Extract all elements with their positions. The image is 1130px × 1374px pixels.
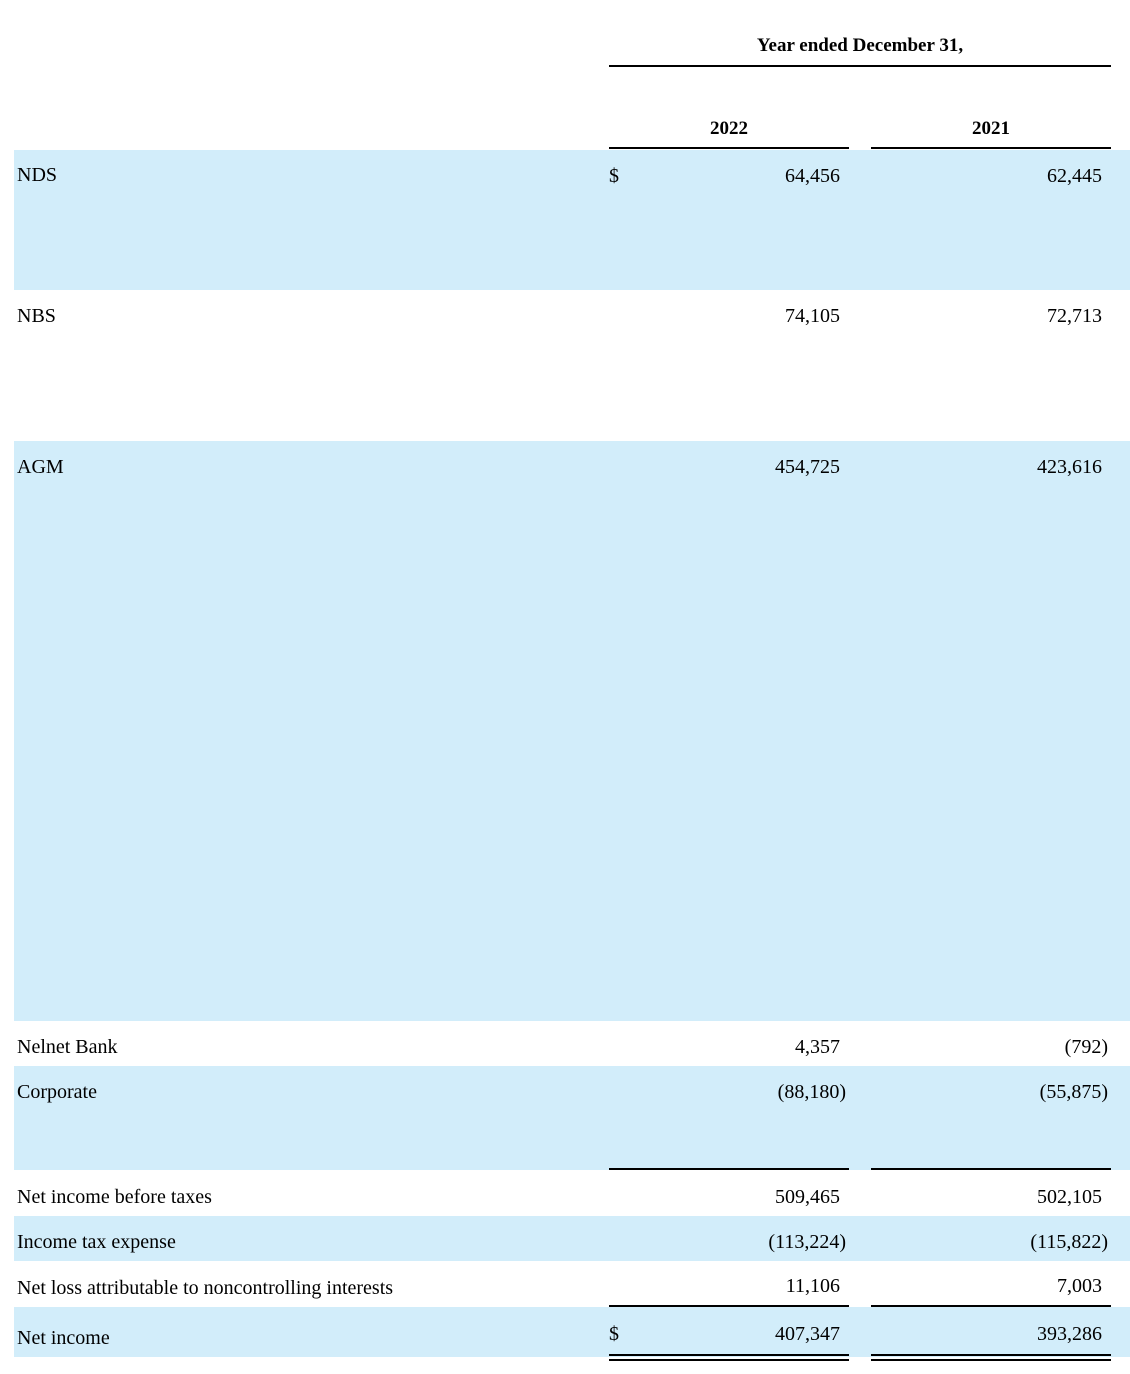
currency-symbol-nds: $ <box>609 165 619 187</box>
row-label-corporate: Corporate <box>17 1081 97 1103</box>
row-label-net-income: Net income <box>17 1327 110 1349</box>
column-header-rule-2021 <box>871 147 1111 149</box>
row-band-agm <box>14 441 1130 1021</box>
group-header: Year ended December 31, <box>756 35 964 56</box>
total-rule-2022 <box>609 1305 849 1307</box>
column-header-rule-2022 <box>609 147 849 149</box>
row-label-income-tax-expense: Income tax expense <box>17 1231 176 1253</box>
value-2021-income-tax-expense: (115,822) <box>1030 1231 1108 1253</box>
subtotal-rule-2021 <box>871 1168 1111 1170</box>
value-2021-net-income: 393,286 <box>1037 1323 1102 1345</box>
currency-symbol-net-income: $ <box>609 1323 619 1345</box>
value-2022-net-income: 407,347 <box>775 1323 840 1345</box>
value-2021-net-income-before-taxes: 502,105 <box>1037 1186 1102 1208</box>
row-label-nds: NDS <box>17 164 58 186</box>
row-band-net-income <box>14 1307 1130 1357</box>
value-2022-income-tax-expense: (113,224) <box>768 1231 846 1253</box>
row-label-net-income-before-taxes: Net income before taxes <box>17 1186 212 1208</box>
total-rule-2021 <box>871 1305 1111 1307</box>
column-header-2022: 2022 <box>710 118 748 139</box>
row-band-income-tax <box>14 1216 1130 1261</box>
column-header-2021: 2021 <box>972 118 1010 139</box>
row-band-corporate <box>14 1066 1130 1170</box>
row-label-nelnet-bank: Nelnet Bank <box>17 1036 118 1058</box>
value-2021-corporate: (55,875) <box>1039 1081 1108 1103</box>
double-rule-2022 <box>609 1354 849 1361</box>
value-2022-corporate: (88,180) <box>777 1081 846 1103</box>
value-2021-noncontrolling-interests: 7,003 <box>1057 1275 1102 1297</box>
subtotal-rule-2022 <box>609 1168 849 1170</box>
value-2022-noncontrolling-interests: 11,106 <box>785 1275 840 1297</box>
value-2022-nelnet-bank: 4,357 <box>795 1036 840 1058</box>
value-2022-nds: 64,456 <box>785 165 840 187</box>
value-2022-net-income-before-taxes: 509,465 <box>775 1186 840 1208</box>
value-2021-nelnet-bank: (792) <box>1064 1036 1108 1058</box>
group-header-rule <box>609 65 1111 67</box>
row-label-agm: AGM <box>17 456 64 478</box>
row-band-nds <box>14 150 1130 290</box>
value-2022-nbs: 74,105 <box>785 305 840 327</box>
row-label-nbs: NBS <box>17 305 56 327</box>
value-2021-nbs: 72,713 <box>1047 305 1102 327</box>
double-rule-2021 <box>871 1354 1111 1361</box>
value-2022-agm: 454,725 <box>775 456 840 478</box>
value-2021-agm: 423,616 <box>1037 456 1102 478</box>
row-label-noncontrolling-interests: Net loss attributable to noncontrolling interests <box>17 1277 394 1299</box>
value-2021-nds: 62,445 <box>1047 165 1102 187</box>
